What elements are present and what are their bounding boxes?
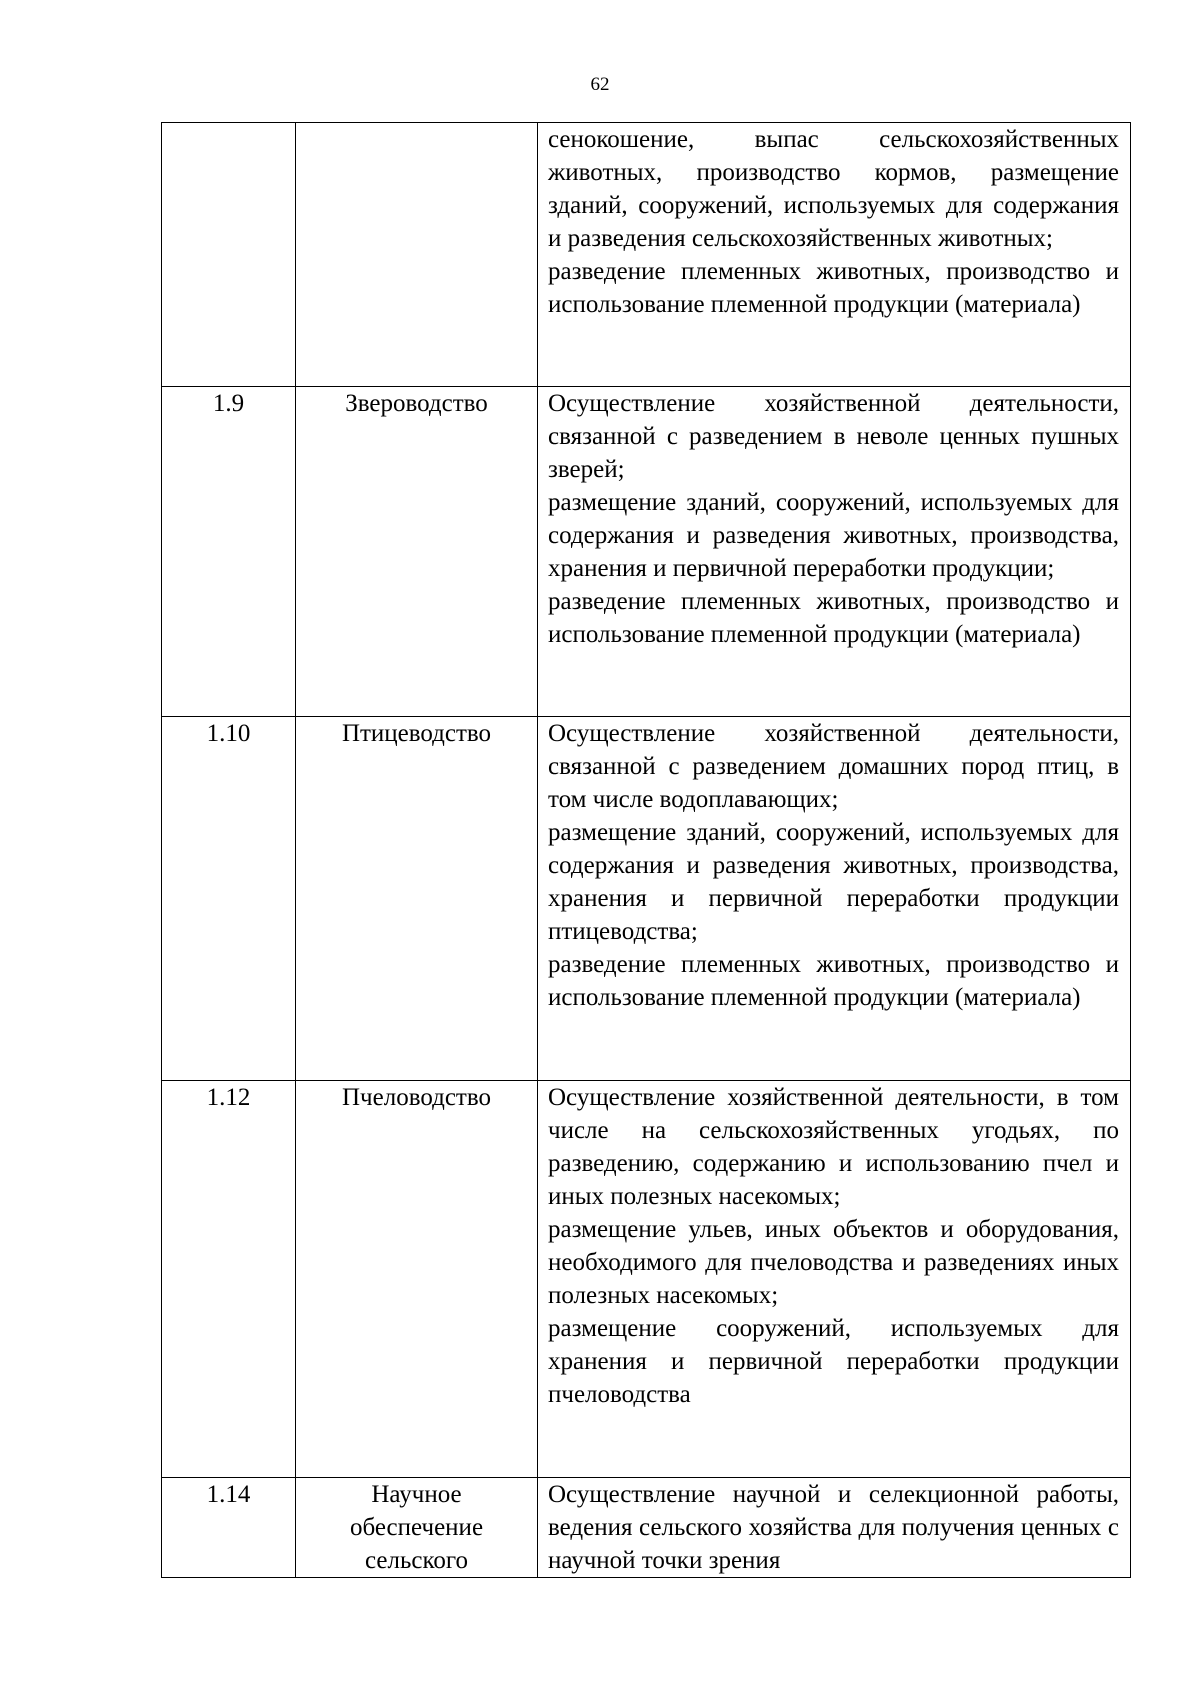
description-paragraph: размещение ульев, иных объектов и оборудования, необходимого для пчеловодства и разведениях иных полезных насекомых; (548, 1216, 1119, 1309)
row-description (538, 1081, 1131, 1478)
table-row (162, 387, 1131, 717)
description-paragraph: Осуществление хозяйственной деятельности, связанной с разведением домашних пород птиц, в том числе водоплавающих; (548, 720, 1119, 813)
description-paragraph: Осуществление научной и селекционной работы, ведения сельского хозяйства для получения ценных с научной точки зрения (548, 1481, 1119, 1574)
description-paragraph: разведение племенных животных, производство и использование племенной продукции (материала) (548, 588, 1119, 648)
row-description (538, 717, 1131, 1081)
description-paragraph: разведение племенных животных, производство и использование племенной продукции (материала) (548, 258, 1119, 318)
row-description (538, 387, 1131, 717)
description-paragraph: Осуществление хозяйственной деятельности, связанной с разведением в неволе ценных пушных зверей; (548, 390, 1119, 483)
description-paragraph: сенокошение, выпас сельскохозяйственных животных, производство кормов, размещение зданий, сооружений, используемых для содержания и разведения сельскохозяйственных животных; (548, 126, 1119, 252)
land-use-table (161, 122, 1131, 1578)
row-name-line: обеспечение (349, 1514, 484, 1541)
table-row (162, 1478, 1131, 1578)
description-paragraph: Осуществление хозяйственной деятельности, в том числе на сельскохозяйственных угодьях, по разведению, содержанию и использованию пчел и иных полезных насекомых; (548, 1084, 1119, 1210)
row-name: Звероводство (296, 387, 538, 717)
row-name: Птицеводство (296, 717, 538, 1081)
row-name (296, 123, 538, 387)
row-name (296, 1478, 538, 1578)
row-name-line: Научное (371, 1481, 462, 1508)
row-code: 1.14 (162, 1478, 296, 1578)
row-code: 1.12 (162, 1081, 296, 1478)
row-code: 1.10 (162, 717, 296, 1081)
row-description (538, 123, 1131, 387)
row-name-line: сельского (365, 1547, 468, 1574)
table-row (162, 123, 1131, 387)
row-code (162, 123, 296, 387)
table-row (162, 1081, 1131, 1478)
row-name: Пчеловодство (296, 1081, 538, 1478)
description-paragraph: размещение зданий, сооружений, используемых для содержания и разведения животных, производства, хранения и первичной переработки продукции; (548, 489, 1119, 582)
description-paragraph: размещение зданий, сооружений, используемых для содержания и разведения животных, производства, хранения и первичной переработки продукции птицеводства; (548, 819, 1119, 945)
description-paragraph: размещение сооружений, используемых для хранения и первичной переработки продукции пчеловодства (548, 1315, 1119, 1408)
table-row (162, 717, 1131, 1081)
row-description (538, 1478, 1131, 1578)
row-code: 1.9 (162, 387, 296, 717)
page-number: 62 (590, 74, 610, 95)
description-paragraph: разведение племенных животных, производство и использование племенной продукции (материала) (548, 951, 1119, 1011)
